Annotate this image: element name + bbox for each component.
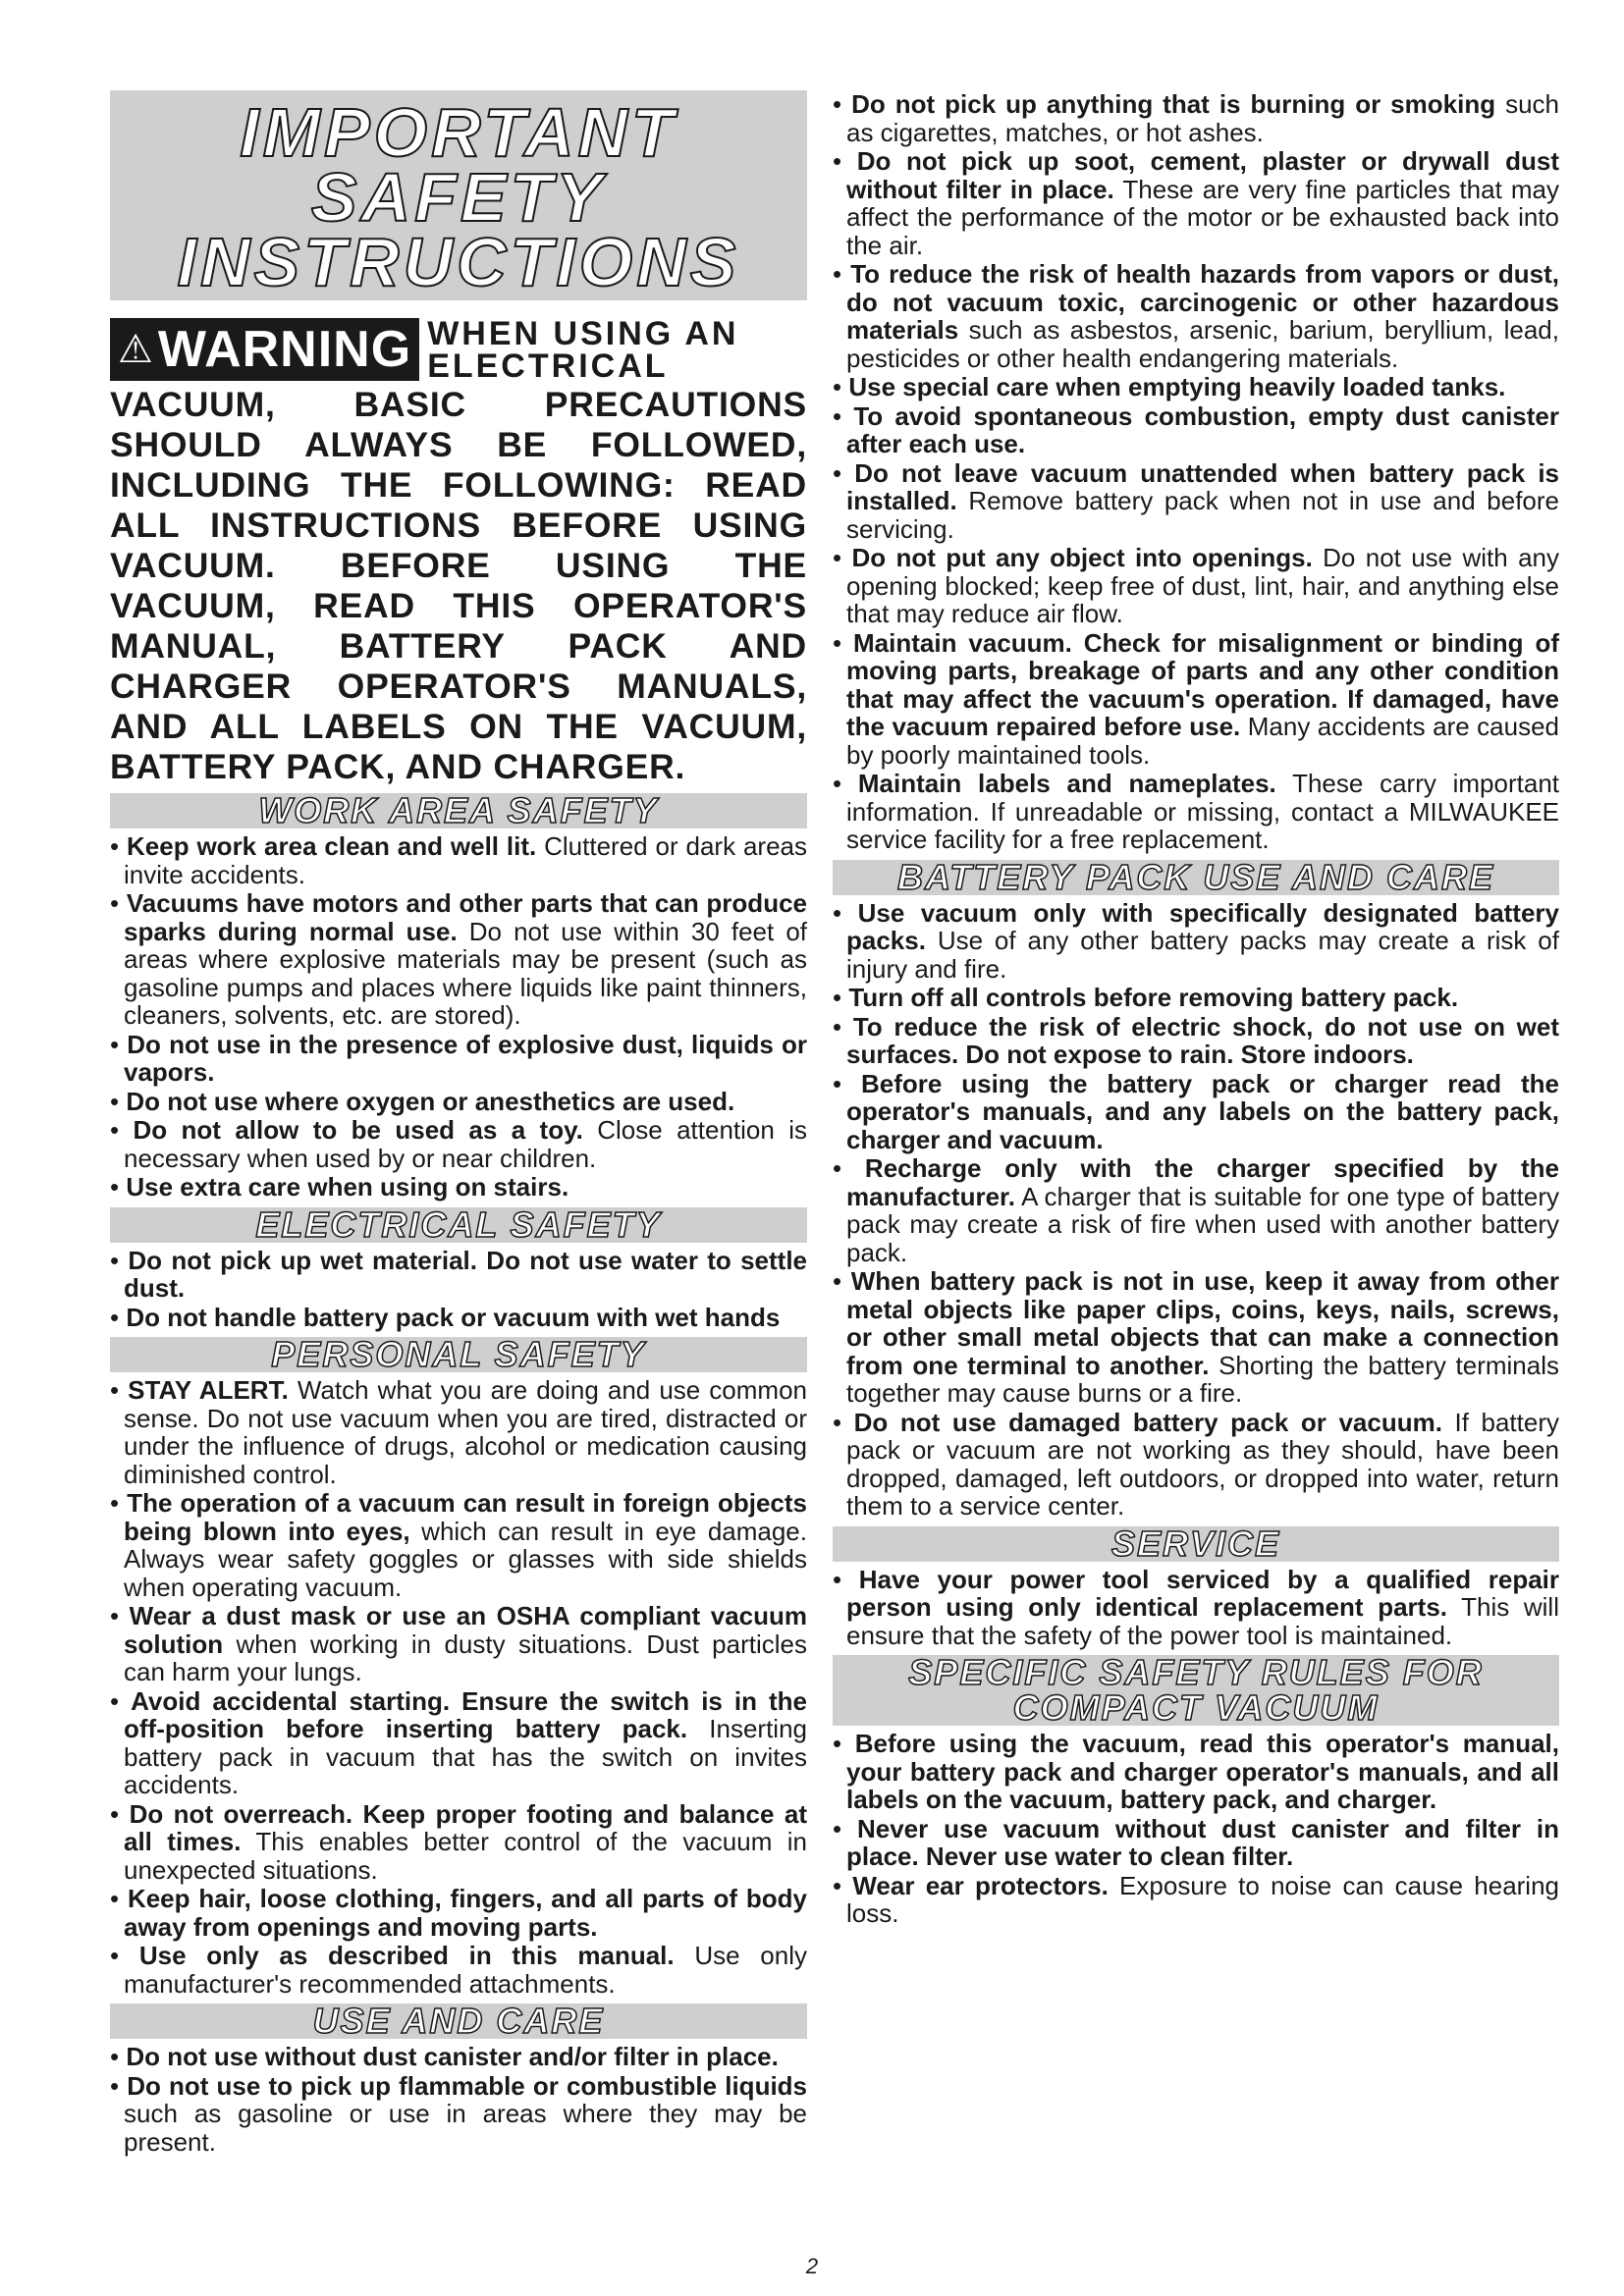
work-area-list (110, 832, 807, 1201)
service-list (833, 1566, 1559, 1650)
specific-heading-line-2: COMPACT VACUUM (1012, 1687, 1380, 1728)
list-item: • Avoid accidental starting. Ensure the switch is in the off-position before inserting battery pack. Inserting battery pack in vacuum that has the switch on invites accidents. (110, 1685, 807, 1799)
list-item: • Do not use in the presence of explosive dust, liquids or vapors. (110, 1029, 807, 1087)
item-body-text: If battery pack or vacuum are not working as they should, have been dropped, damaged, left outdoors, or dropped into water, return them to a service center. (846, 1407, 1559, 1521)
specific-heading-line-1: SPECIFIC SAFETY RULES FOR (908, 1652, 1484, 1692)
item-bold-text: Maintain vacuum. Check for misalignment or binding of moving parts, breakage of parts and any other condition that may affect the vacuum's operation. If damaged, have the vacuum repaired before use. (846, 627, 1559, 741)
section-heading-specific (833, 1652, 1559, 1728)
item-body-text: This enables better control of the vacuum in unexpected situations. (124, 1827, 807, 1885)
list-item: • Do not pick up anything that is burning or smoking such as cigarettes, matches, or hot ashes. (833, 89, 1559, 147)
list-item: • When battery pack is not in use, keep it away from other metal objects like paper clips, coins, keys, nails, screws, or other small metal objects that can make a connection from one terminal to another. Shorting the battery terminals together may cause burns or a fire. (833, 1266, 1560, 1408)
list-item: • Vacuums have motors and other parts that can produce sparks during normal use. Do not use within 30 feet of areas where explosive materials may be present (such as gasoline pumps and places where liquids like paint thinners, cleaners, solvents, etc. are stored). (110, 888, 807, 1030)
section-heading-electrical: ELECTRICAL SAFETY (110, 1207, 807, 1243)
item-bold-text: Use only as described in this manual. (138, 1941, 675, 1970)
section-heading-personal: PERSONAL SAFETY (110, 1337, 807, 1372)
list-item: • To avoid spontaneous combustion, empty dust canister after each use. (833, 400, 1560, 458)
list-item: • Use extra care when using on stairs. (110, 1172, 569, 1201)
section-heading-battery: BATTERY PACK USE AND CARE (833, 860, 1559, 895)
item-bold-text: Do not use to pick up flammable or combustible liquids (127, 2070, 808, 2101)
list-item: • Do not overreach. Keep proper footing and balance at all times. This enables better control of the vacuum in unexpected situations. (110, 1798, 807, 1885)
item-bold-text: The operation of a vacuum can result in foreign objects being blown into eyes, (124, 1488, 807, 1546)
item-body-text: These are very fine particles that may affect the performance of the motor or be exhausted back into the air. (846, 174, 1559, 260)
title-line-1: IMPORTANT (240, 94, 677, 171)
list-item: • Do not pick up soot, cement, plaster or drywall dust without filter in place. These are very fine particles that may affect the performance of the motor or be exhausted back into the air. (833, 146, 1560, 260)
specific-list (833, 1730, 1559, 1928)
list-item: • Do not allow to be used as a toy. Close attention is necessary when used by or near children. (110, 1115, 807, 1173)
item-body-text: such as gasoline or use in areas where they may be present. (124, 2099, 807, 2157)
list-item: • To reduce the risk of health hazards from vapors or dust, do not vacuum toxic, carcinogenic or other hazardous materials such as asbestos, arsenic, barium, beryllium, lead, pesticides or other health endangering materials. (833, 259, 1560, 373)
item-bold-text: To avoid spontaneous combustion, empty dust canister after each use. (846, 400, 1560, 458)
title-line-2: SAFETY (310, 159, 607, 236)
item-bold-text: Do not use without dust canister and/or filter in place. (126, 2042, 779, 2071)
title-banner (110, 90, 807, 300)
item-body-text: Do not use within 30 feet of areas where explosive materials may be present (such as gasoline pumps and places where liquids like paint thinners, cleaners, solvents, etc. are stored). (124, 916, 807, 1030)
item-bold-text: Do not leave vacuum unattended when battery pack is installed. (846, 457, 1559, 515)
item-body-text: Do not use with any opening blocked; keep free of dust, lint, hair, and anything else that may reduce air flow. (846, 543, 1559, 628)
item-bold-text: Maintain labels and nameplates. (857, 769, 1276, 798)
item-bold-text: Have your power tool serviced by a qualified repair person using only identical replacement parts. (846, 1564, 1560, 1622)
item-body-text: Cluttered or dark areas invite accidents. (124, 831, 807, 889)
item-body-text: Use of any other battery packs may create a risk of injury and fire. (846, 926, 1559, 984)
list-item: • Never use vacuum without dust canister and filter in place. Never use water to clean filter. (833, 1813, 1560, 1871)
item-bold-text: Wear ear protectors. (852, 1870, 1109, 1900)
list-item: • Maintain vacuum. Check for misalignment or binding of moving parts, breakage of parts and any other condition that may affect the vacuum's operation. If damaged, have the vacuum repaired before use. Many accidents are caused by poorly maintained tools. (833, 627, 1560, 770)
item-bold-text: Do not allow to be used as a toy. (133, 1115, 583, 1145)
list-item: • Do not handle battery pack or vacuum with wet hands (110, 1302, 781, 1332)
item-body-text: which can result in eye damage. Always wear safety goggles or glasses with side shields when operating vacuum. (124, 1516, 807, 1602)
section-heading-work-area: WORK AREA SAFETY (110, 793, 807, 828)
list-item: • Before using the battery pack or charger read the operator's manuals, and any labels on the battery pack, charger and vacuum. (833, 1068, 1560, 1154)
item-bold-text: Never use vacuum without dust canister and filter in place. Never use water to clean filter. (846, 1813, 1560, 1871)
list-item: • Do not use damaged battery pack or vacuum. If battery pack or vacuum are not working as they should, have been dropped, damaged, left outdoors, or dropped into water, return them to a service center. (833, 1407, 1559, 1521)
list-item: • Do not put any object into openings. Do not use with any opening blocked; keep free of dust, lint, hair, and anything else that may reduce air flow. (833, 543, 1559, 628)
item-bold-text: Use vacuum only with specifically designated battery packs. (846, 897, 1560, 955)
item-bold-text: Wear a dust mask or use an OSHA compliant vacuum solution (124, 1601, 808, 1659)
list-item: • Do not pick up wet material. Do not use water to settle dust. (110, 1245, 808, 1303)
electrical-list (110, 1247, 807, 1332)
item-body-text: These carry important information. If unreadable or missing, contact a MILWAUKEE service facility for a free replacement. (846, 769, 1560, 854)
list-item: • Wear a dust mask or use an OSHA compliant vacuum solution when working in dusty situations. Dust particles can harm your lungs. (110, 1601, 808, 1686)
title-line-3: INSTRUCTIONS (177, 224, 740, 300)
right-column (833, 90, 1559, 1929)
item-body-text: This will ensure that the safety of the power tool is maintained. (846, 1592, 1559, 1650)
battery-list (833, 899, 1559, 1521)
item-bold-text: STAY ALERT. (128, 1375, 289, 1405)
item-body-text: when working in dusty situations. Dust particles can harm your lungs. (124, 1629, 807, 1686)
item-bold-text: When battery pack is not in use, keep it away from other metal objects like paper clips, coins, keys, nails, screws, or other small metal objects that can make a connection from one terminal to another. (846, 1266, 1560, 1380)
item-bold-text: Keep work area clean and well lit. (127, 831, 537, 861)
list-item: • Maintain labels and nameplates. These carry important information. If unreadable or missing, contact a MILWAUKEE service facility for a free replacement. (833, 769, 1560, 854)
item-bold-text: To reduce the risk of electric shock, do not use on wet surfaces. Do not expose to rain. Store indoors. (846, 1011, 1559, 1069)
item-body-text: Use only manufacturer's recommended attachments. (124, 1941, 807, 1999)
section-heading-service: SERVICE (833, 1526, 1559, 1562)
warning-block (110, 315, 807, 385)
list-item: • Before using the vacuum, read this operator's manual, your battery pack and charger operator's manuals, and all labels on the vacuum, battery pack, and charger. (833, 1729, 1560, 1814)
list-item: • Do not use without dust canister and/or filter in place. (110, 2042, 779, 2071)
list-item: • Do not leave vacuum unattended when battery pack is installed. Remove battery pack when not in use and before servicing. (833, 457, 1559, 544)
item-bold-text: To reduce the risk of health hazards from vapors or dust, do not vacuum toxic, carcinogenic or other hazardous materials (846, 259, 1560, 345)
item-body-text: Watch what you are doing and use common sense. Do not use vacuum when you are tired, distracted or under the influence of drugs, alcohol or medication causing diminished control. (124, 1375, 807, 1489)
item-bold-text: Avoid accidental starting. Ensure the switch is in the off-position before inserting battery pack. (124, 1685, 807, 1743)
item-bold-text: Turn off all controls before removing battery pack. (848, 983, 1459, 1012)
list-item: • Do not use where oxygen or anesthetics are used. (110, 1086, 735, 1116)
warning-text: VACUUM, BASIC PRECAUTIONS SHOULD ALWAYS BE FOLLOWED, INCLUDING THE FOLLOWING: READ ALL INSTRUCTIONS BEFORE USING VACUUM. BEFORE USING THE VACUUM, READ THIS OPERATOR'S MANUAL, BATTERY PACK AND CHARGER OPERATOR'S MANUALS, AND ALL LABELS ON THE VACUUM, BATTERY PACK, AND CHARGER. (110, 385, 807, 786)
item-bold-text: Keep hair, loose clothing, fingers, and all parts of body away from openings and moving parts. (124, 1884, 807, 1942)
warning-lead: WHEN USING AN ELECTRICAL (427, 315, 739, 385)
item-bold-text: Do not put any object into openings. (851, 543, 1313, 572)
item-bold-text: Do not handle battery pack or vacuum with wet hands (126, 1302, 781, 1332)
item-bold-text: Before using the vacuum, read this operator's manual, your battery pack and charger operator's manuals, and all labels on the vacuum, battery pack, and charger. (846, 1729, 1560, 1814)
item-bold-text: Do not use where oxygen or anesthetics are used. (126, 1086, 735, 1116)
list-item: • Use vacuum only with specifically designated battery packs. Use of any other battery packs may create a risk of injury and fire. (833, 897, 1560, 984)
use-care-list (110, 2043, 807, 2156)
item-body-text: Many accidents are caused by poorly maintained tools. (846, 712, 1560, 770)
list-item: • Keep hair, loose clothing, fingers, and all parts of body away from openings and moving parts. (110, 1884, 807, 1942)
use-care-continued-list (833, 90, 1559, 854)
item-bold-text: Do not pick up wet material. Do not use water to settle dust. (124, 1245, 808, 1303)
list-item: • Wear ear protectors. Exposure to noise can cause hearing loss. (833, 1870, 1560, 1928)
item-bold-text: Do not pick up anything that is burning or smoking (851, 89, 1496, 119)
item-bold-text: Before using the battery pack or charger read the operator's manuals, and any labels on the battery pack, charger and vacuum. (846, 1068, 1560, 1154)
item-bold-text: Recharge only with the charger specified by the manufacturer. (846, 1153, 1559, 1211)
item-bold-text: Do not overreach. Keep proper footing and balance at all times. (124, 1798, 807, 1856)
list-item: • The operation of a vacuum can result in foreign objects being blown into eyes, which can result in eye damage. Always wear safety goggles or glasses with side shields when operating vacuum. (110, 1488, 807, 1602)
item-body-text: Close attention is necessary when used by or near children. (124, 1115, 807, 1173)
list-item: • Recharge only with the charger specified by the manufacturer. A charger that is suitable for one type of battery pack may create a risk of fire when used with another battery pack. (833, 1153, 1559, 1267)
item-body-text: A charger that is suitable for one type of battery pack may create a risk of fire when used with another battery pack. (846, 1181, 1559, 1267)
warning-badge-label: WARNING (157, 321, 412, 378)
section-heading-use-care: USE AND CARE (110, 2003, 807, 2039)
list-item: • Turn off all controls before removing battery pack. (833, 983, 1459, 1012)
personal-list (110, 1376, 807, 1998)
page-number: 2 (805, 2254, 819, 2278)
list-item: • Use only as described in this manual. Use only manufacturer's recommended attachments. (110, 1941, 807, 1999)
item-bold-text: Vacuums have motors and other parts that can produce sparks during normal use. (124, 888, 807, 946)
item-body-text: Remove battery pack when not in use and before servicing. (846, 486, 1559, 544)
item-bold-text: Do not pick up soot, cement, plaster or drywall dust without filter in place. (846, 146, 1560, 204)
item-bold-text: Use special care when emptying heavily loaded tanks. (848, 372, 1506, 401)
left-column (110, 90, 807, 2157)
warning-badge (110, 318, 419, 381)
item-body-text: such as asbestos, arsenic, barium, beryllium, lead, pesticides or other health endangering materials. (846, 315, 1559, 373)
item-body-text: Shorting the battery terminals together may cause burns or a fire. (846, 1350, 1559, 1408)
item-bold-text: Use extra care when using on stairs. (126, 1172, 569, 1201)
item-bold-text: Do not use damaged battery pack or vacuum. (853, 1407, 1442, 1437)
list-item: • Have your power tool serviced by a qualified repair person using only identical replacement parts. This will ensure that the safety of the power tool is maintained. (833, 1564, 1560, 1650)
list-item: • To reduce the risk of electric shock, do not use on wet surfaces. Do not expose to rain. Store indoors. (833, 1011, 1559, 1069)
list-item: • Do not use to pick up flammable or combustible liquids such as gasoline or use in areas where they may be present. (110, 2070, 808, 2157)
list-item: • Keep work area clean and well lit. Cluttered or dark areas invite accidents. (110, 831, 807, 889)
list-item: • Use special care when emptying heavily loaded tanks. (833, 372, 1506, 401)
list-item: • STAY ALERT. Watch what you are doing and use common sense. Do not use vacuum when you are tired, distracted or under the influence of drugs, alcohol or medication causing diminished control. (110, 1375, 807, 1489)
warning-triangle-icon: ⚠ (118, 328, 154, 371)
item-body-text: Inserting battery pack in vacuum that has the switch on invites accidents. (124, 1714, 807, 1799)
item-body-text: Exposure to noise can cause hearing loss. (846, 1870, 1560, 1928)
item-body-text: such as cigarettes, matches, or hot ashes. (846, 89, 1559, 147)
item-bold-text: Do not use in the presence of explosive dust, liquids or vapors. (124, 1029, 807, 1087)
